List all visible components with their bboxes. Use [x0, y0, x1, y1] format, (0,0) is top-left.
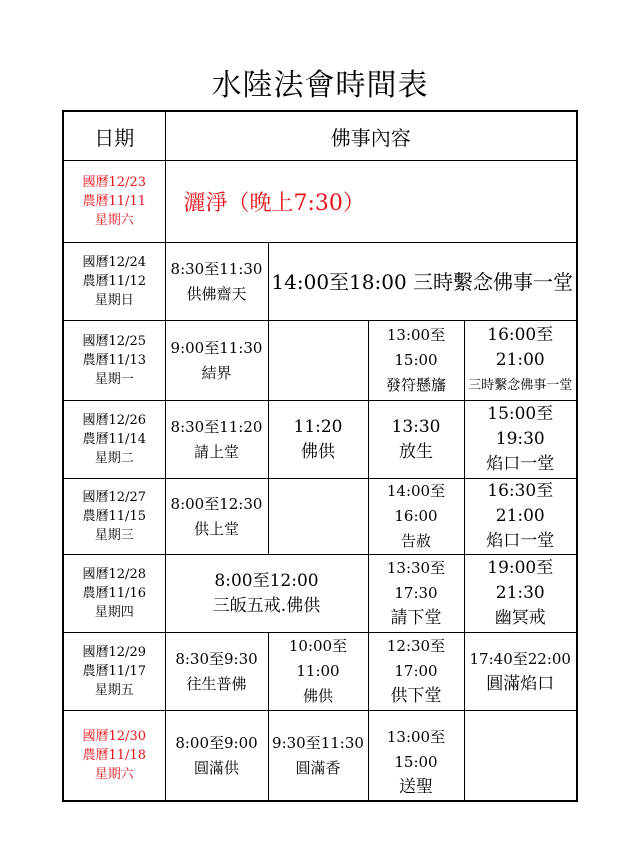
event-desc: 焰口一堂: [486, 531, 555, 551]
event-cell: [368, 633, 464, 711]
event-cell: [165, 633, 268, 711]
table-row: [63, 711, 577, 802]
event-time: 14:00至16:00: [386, 482, 446, 525]
date-cell: [63, 161, 165, 243]
date-cell: [63, 243, 165, 321]
weekday: 星期日: [94, 293, 134, 308]
event-time: 10:00至11:00: [288, 637, 348, 680]
event-desc: 往生普佛: [186, 674, 247, 693]
table-row: [63, 479, 577, 555]
event-time: 17:40至22:00: [469, 649, 571, 668]
event-desc: 三皈五戒.佛供: [212, 595, 321, 616]
solar-date: 國曆12/23: [82, 175, 146, 190]
event-desc: 放生: [399, 441, 433, 462]
date-cell: [63, 401, 165, 479]
table-row: [63, 633, 577, 711]
event-time: 12:30至17:00: [386, 637, 446, 680]
event-desc: 告赦: [400, 532, 431, 550]
event-time: 8:30至9:30: [175, 649, 258, 668]
event-cell: [165, 479, 268, 555]
event-desc: 圓滿焰口: [486, 673, 555, 694]
event-cell: [165, 243, 268, 321]
event-cell: [368, 711, 464, 802]
event-cell: [464, 321, 577, 401]
solar-date: 國曆12/25: [82, 334, 146, 349]
event-time: 13:30: [391, 416, 441, 437]
weekday: 星期一: [94, 372, 134, 387]
table-row: [63, 555, 577, 633]
event-desc: 供上堂: [193, 519, 239, 538]
solar-date: 國曆12/27: [82, 490, 146, 505]
page-title: 水陸法會時間表: [211, 68, 429, 103]
date-cell: [63, 321, 165, 401]
table-row: [63, 321, 577, 401]
header-row: [63, 111, 577, 161]
event-cell: [464, 555, 577, 633]
event-time: 9:00至11:30: [170, 338, 263, 357]
event-time: 13:00至15:00: [386, 326, 446, 369]
weekday: 星期四: [94, 605, 134, 620]
event-desc: 幽冥戒: [494, 608, 546, 628]
lunar-date: 農曆11/17: [82, 664, 146, 679]
event-cell: [165, 711, 268, 802]
event-desc: 結界: [201, 363, 232, 382]
date-header: 日期: [63, 111, 165, 161]
event-cell-empty: [464, 711, 577, 802]
table-row: [63, 161, 577, 243]
event-time: 14:00至18:00 三時繫念佛事一堂: [271, 269, 574, 294]
event-time: 8:00至12:00: [214, 570, 319, 591]
lunar-date: 農曆11/13: [82, 353, 146, 368]
event-time: 9:30至11:30: [272, 733, 364, 752]
event-time: 8:00至9:00: [175, 733, 258, 752]
solar-date: 國曆12/26: [82, 413, 146, 428]
lunar-date: 農曆11/16: [82, 586, 146, 601]
lunar-date: 農曆11/11: [82, 194, 146, 209]
date-cell: [63, 555, 165, 633]
schedule-table: [62, 110, 578, 802]
solar-date: 國曆12/24: [82, 255, 146, 270]
event-cell: [268, 243, 577, 321]
event-cell: [268, 401, 368, 479]
event-desc: 圓滿香: [295, 758, 341, 777]
event-desc: 佛供: [302, 687, 333, 705]
weekday: 星期六: [94, 213, 134, 228]
weekday: 星期六: [94, 767, 134, 782]
event-cell: [368, 321, 464, 401]
date-cell: [63, 479, 165, 555]
event-cell: [368, 401, 464, 479]
event-time: 15:00至19:30: [487, 404, 554, 449]
date-cell: [63, 633, 165, 711]
event-time: 11:20: [293, 416, 343, 437]
event-cell: [165, 401, 268, 479]
event-cell: [368, 479, 464, 555]
event-desc: 供下堂: [390, 686, 442, 706]
event-desc: 焰口一堂: [486, 454, 555, 474]
event-time: 8:30至11:30: [170, 259, 263, 278]
table-row: [63, 401, 577, 479]
table-row: [63, 243, 577, 321]
solar-date: 國曆12/30: [82, 729, 146, 744]
event-time: 8:30至11:20: [170, 417, 263, 436]
event-desc: 圓滿供: [193, 758, 239, 777]
event-cell-empty: [268, 321, 368, 401]
event-cell: [165, 161, 577, 243]
event-desc: 送聖: [399, 777, 433, 797]
event-cell: [464, 633, 577, 711]
event-cell: [268, 633, 368, 711]
date-cell: [63, 711, 165, 802]
event-desc: 三時繫念佛事一堂: [468, 378, 573, 393]
content-header: 佛事內容: [165, 111, 577, 161]
event-cell-empty: [268, 479, 368, 555]
event-desc: 請下堂: [390, 608, 442, 628]
event-cell: [464, 479, 577, 555]
event-desc: 供佛齋天: [186, 284, 247, 303]
event-time: 灑淨（晚上7:30）: [183, 191, 365, 216]
lunar-date: 農曆11/14: [82, 432, 146, 447]
event-cell: [464, 401, 577, 479]
solar-date: 國曆12/28: [82, 567, 146, 582]
weekday: 星期二: [94, 451, 134, 466]
lunar-date: 農曆11/18: [82, 748, 146, 763]
event-cell: [368, 555, 464, 633]
event-time: 13:00至15:00: [386, 728, 446, 771]
event-cell: [165, 321, 268, 401]
lunar-date: 農曆11/15: [82, 509, 146, 524]
event-time: 16:00至21:00: [487, 325, 554, 370]
event-time: 16:30至21:00: [487, 481, 554, 526]
event-cell: [165, 555, 368, 633]
event-cell: [268, 711, 368, 802]
event-time: 13:30至17:30: [386, 559, 446, 602]
event-desc: 發符懸旛: [385, 376, 446, 394]
event-desc: 請上堂: [193, 442, 239, 461]
weekday: 星期三: [94, 528, 134, 543]
lunar-date: 農曆11/12: [82, 274, 146, 289]
event-time: 19:00至21:30: [487, 558, 554, 603]
weekday: 星期五: [94, 683, 134, 698]
event-time: 8:00至12:30: [170, 494, 263, 513]
event-desc: 佛供: [301, 441, 335, 462]
solar-date: 國曆12/29: [82, 645, 146, 660]
